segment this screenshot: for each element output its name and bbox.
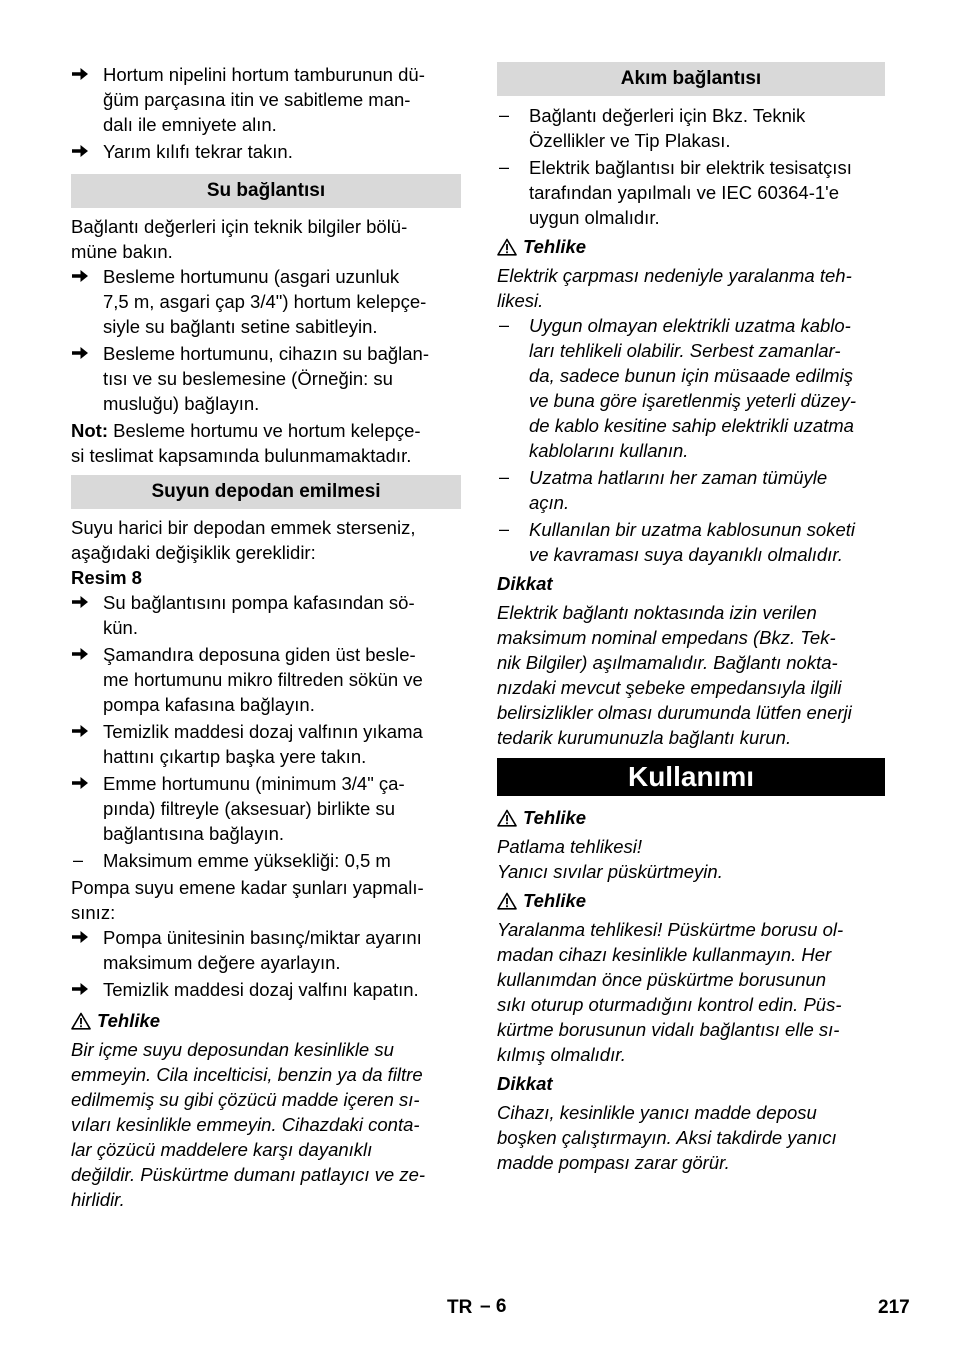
note-line: si teslimat kapsamında bulunmamaktadır. (71, 445, 412, 466)
item-text (529, 313, 885, 463)
right-arrow-icon (71, 642, 103, 717)
text-line: Patlama tehlikesi! (497, 836, 642, 857)
text-line: pompa kafasına bağlayın. (103, 694, 315, 715)
warning-title: Tehlike (523, 236, 587, 257)
dash-item (71, 848, 461, 873)
text-line: emmeyin. Cila incelticisi, benzin ya da filtre (71, 1064, 423, 1085)
dash-bullet: – (499, 157, 510, 177)
dash-bullet: – (499, 519, 510, 539)
right-arrow-icon (71, 62, 103, 137)
warning-triangle-icon (497, 892, 517, 910)
text-line: Maksimum emme yüksekliği: 0,5 m (103, 850, 391, 871)
dash-bullet: – (73, 850, 84, 870)
spacer (497, 796, 885, 805)
text-line: Bağlantı değerleri için teknik bilgiler bölü- (71, 216, 408, 237)
warning-title: Tehlike (523, 890, 587, 911)
text-line: ve kavraması suya dayanıklı olmalıdır. (529, 544, 843, 565)
text-line: nızdaki mevcut şebeke empedansıyla ilgili (497, 677, 842, 698)
step-item (71, 62, 461, 137)
step-item (71, 264, 461, 339)
text-line: dalı ile emniyete alın. (103, 114, 277, 135)
text-line: bağlantısına bağlayın. (103, 823, 285, 844)
item-text (103, 848, 461, 873)
text-line: nik Bilgiler) aşılmamalıdır. Bağlantı nokta- (497, 652, 838, 673)
text-line: belirsizlikler olması durumunda lütfen enerji (497, 702, 852, 723)
main-heading: Kullanımı (497, 758, 885, 796)
dash-bullet: – (499, 467, 510, 487)
text-line: Elektrik bağlantı noktasında izin verilen (497, 602, 817, 623)
dash-item (497, 465, 885, 515)
item-text (103, 771, 461, 846)
text-line: pında) filtreyle (aksesuar) birlikte su (103, 798, 395, 819)
spacer (71, 166, 461, 174)
text-line: Temizlik maddesi dozaj valfını kapatın. (103, 979, 419, 1000)
item-text (529, 465, 885, 515)
text-line: aşağıdaki değişiklik gereklidir: (71, 542, 316, 563)
text-line: Yaralanma tehlikesi! Püskürtme borusu ol- (497, 919, 844, 940)
text-line: Uzatma hatlarını her zaman tümüyle (529, 467, 828, 488)
right-arrow-icon (71, 590, 103, 640)
right-arrow-icon (71, 139, 103, 166)
note-text: Besleme hortumu ve hortum kelepçe- (107, 420, 421, 441)
step-item (71, 590, 461, 640)
dash-item (497, 313, 885, 463)
text-line: Elektrik bağlantısı bir elektrik tesisatçısı (529, 157, 852, 178)
step-item (71, 642, 461, 717)
dash-item (497, 155, 885, 230)
left-column (71, 62, 461, 1212)
text-line: edilmemiş su gibi çözücü madde içeren sı- (71, 1089, 420, 1110)
text-line: Yarım kılıfı tekrar takın. (103, 141, 293, 162)
section-heading: Su bağlantısı (71, 174, 461, 208)
text-line: de kablo kesitine sahip elektrikli uzatma (529, 415, 854, 436)
caution-label: Dikkat (497, 1073, 553, 1094)
note-line (71, 418, 461, 443)
text-line: Şamandıra deposuna giden üst besle- (103, 644, 416, 665)
text-line: Kullanılan bir uzatma kablosunun soketi (529, 519, 855, 540)
section-heading: Akım bağlantısı (497, 62, 885, 96)
note-label: Not: (71, 420, 108, 441)
item-text (103, 590, 461, 640)
text-line: boşken çalıştırmayın. Aksi takdirde yanıcı (497, 1127, 837, 1148)
dash-item (497, 517, 885, 567)
right-arrow-icon (71, 264, 103, 339)
spacer (71, 468, 461, 475)
right-arrow-icon (71, 719, 103, 769)
text-line: Cihazı, kesinlikle yanıcı madde deposu (497, 1102, 817, 1123)
warning-label (71, 1008, 461, 1033)
item-text (103, 977, 461, 1004)
text-line: kürtme borusunun vidalı bağlantısı elle sı- (497, 1019, 840, 1040)
item-text (103, 139, 461, 166)
text-line: Özellikler ve Tip Plakası. (529, 130, 731, 151)
text-line: ları tehlikeli olabilir. Serbest zamanlar- (529, 340, 841, 361)
text-line: ğüm parçasına itin ve sabitleme man- (103, 89, 411, 110)
section-heading: Suyun depodan emilmesi (71, 475, 461, 509)
dash-item (497, 103, 885, 153)
dash-bullet: – (499, 105, 510, 125)
text-line: Besleme hortumunu, cihazın su bağlan- (103, 343, 429, 364)
right-arrow-icon (71, 771, 103, 846)
right-arrow-icon (71, 925, 103, 975)
text-line: açın. (529, 492, 570, 513)
text-line: madan cihazı kesinlikle kullanmayın. Her (497, 944, 832, 965)
text-line: Hortum nipelini hortum tamburunun dü- (103, 64, 425, 85)
text-line: musluğu) bağlayın. (103, 393, 260, 414)
text-line: da, sadece bunun için müsaade edilmiş (529, 365, 853, 386)
page-number: 217 (878, 1297, 910, 1318)
text-line: Yanıcı sıvılar püskürtmeyin. (497, 861, 723, 882)
warning-title: Tehlike (97, 1010, 161, 1031)
text-line: madde pompası zarar görür. (497, 1152, 730, 1173)
step-item (71, 977, 461, 1004)
footer-local-page: – 6 (480, 1296, 507, 1317)
text-line: me hortumunu mikro filtreden sökün ve (103, 669, 423, 690)
step-item (71, 719, 461, 769)
text-line: hattını çıkartıp başka yere takın. (103, 746, 367, 767)
text-line: Elektrik çarpması nedeniyle yaralanma teh- (497, 265, 852, 286)
step-item (71, 925, 461, 975)
text-line: tarafından yapılmalı ve IEC 60364-1'e (529, 182, 839, 203)
item-text (103, 642, 461, 717)
item-text (529, 103, 885, 153)
spacer (497, 750, 885, 758)
item-text (103, 62, 461, 137)
text-line: lar çözücü maddelere karşı dayanıklı (71, 1139, 373, 1160)
text-line: kablolarını kullanın. (529, 440, 689, 461)
right-column (497, 62, 885, 1175)
step-item (71, 771, 461, 846)
text-line: tedarik kurumunuzla bağlantı kurun. (497, 727, 792, 748)
text-line: sınız: (71, 902, 116, 923)
text-line: Temizlik maddesi dozaj valfının yıkama (103, 721, 423, 742)
text-line: Bağlantı değerleri için Bkz. Teknik (529, 105, 806, 126)
text-line: kullanımdan önce püskürtme borusunun (497, 969, 827, 990)
text-line: 7,5 m, asgari çap 3/4") hortum kelepçe- (103, 291, 427, 312)
text-line: Besleme hortumunu (asgari uzunluk (103, 266, 400, 287)
item-text (103, 925, 461, 975)
text-line: Su bağlantısını pompa kafasından sö- (103, 592, 415, 613)
text-line: vıları kesinlikle emmeyin. Cihazdaki conta- (71, 1114, 420, 1135)
warning-triangle-icon (497, 238, 517, 256)
spacer (497, 96, 885, 103)
warning-label (497, 234, 885, 259)
warning-title: Tehlike (523, 807, 587, 828)
figure-reference: Resim 8 (71, 567, 142, 588)
item-text (103, 341, 461, 416)
text-line: Suyu harici bir depodan emmek sterseniz, (71, 517, 416, 538)
text-line: likesi. (497, 290, 544, 311)
dash-bullet: – (499, 315, 510, 335)
item-text (529, 517, 885, 567)
text-line: kılmış olmalıdır. (497, 1044, 626, 1065)
text-line: sıkı oturup oturmadığını kontrol edin. Püs- (497, 994, 842, 1015)
text-line: değildir. Püskürtme dumanı patlayıcı ve ze- (71, 1164, 426, 1185)
item-text (529, 155, 885, 230)
right-arrow-icon (71, 977, 103, 1004)
text-line: maksimum nominal empedans (Bkz. Tek- (497, 627, 836, 648)
step-item (71, 341, 461, 416)
warning-triangle-icon (497, 809, 517, 827)
text-line: kün. (103, 617, 138, 638)
right-arrow-icon (71, 341, 103, 416)
text-line: uygun olmalıdır. (529, 207, 660, 228)
footer-lang: TR (447, 1297, 473, 1318)
warning-triangle-icon (71, 1012, 91, 1030)
text-line: siyle su bağlantı setine sabitleyin. (103, 316, 378, 337)
text-line: Bir içme suyu deposundan kesinlikle su (71, 1039, 394, 1060)
warning-label (497, 888, 885, 913)
caution-label: Dikkat (497, 573, 553, 594)
item-text (103, 264, 461, 339)
text-line: maksimum değere ayarlayın. (103, 952, 341, 973)
step-item (71, 139, 461, 166)
text-line: Emme hortumunu (minimum 3/4" ça- (103, 773, 405, 794)
text-line: tısı ve su beslemesine (Örneğin: su (103, 368, 393, 389)
text-line: hirlidir. (71, 1189, 125, 1210)
item-text (103, 719, 461, 769)
text-line: ve buna göre işaretlenmiş yeterli düzey- (529, 390, 856, 411)
warning-label (497, 805, 885, 830)
text-line: Uygun olmayan elektrikli uzatma kablo- (529, 315, 851, 336)
text-line: Pompa ünitesinin basınç/miktar ayarını (103, 927, 422, 948)
text-line: Pompa suyu emene kadar şunları yapmalı- (71, 877, 424, 898)
text-line: müne bakın. (71, 241, 173, 262)
